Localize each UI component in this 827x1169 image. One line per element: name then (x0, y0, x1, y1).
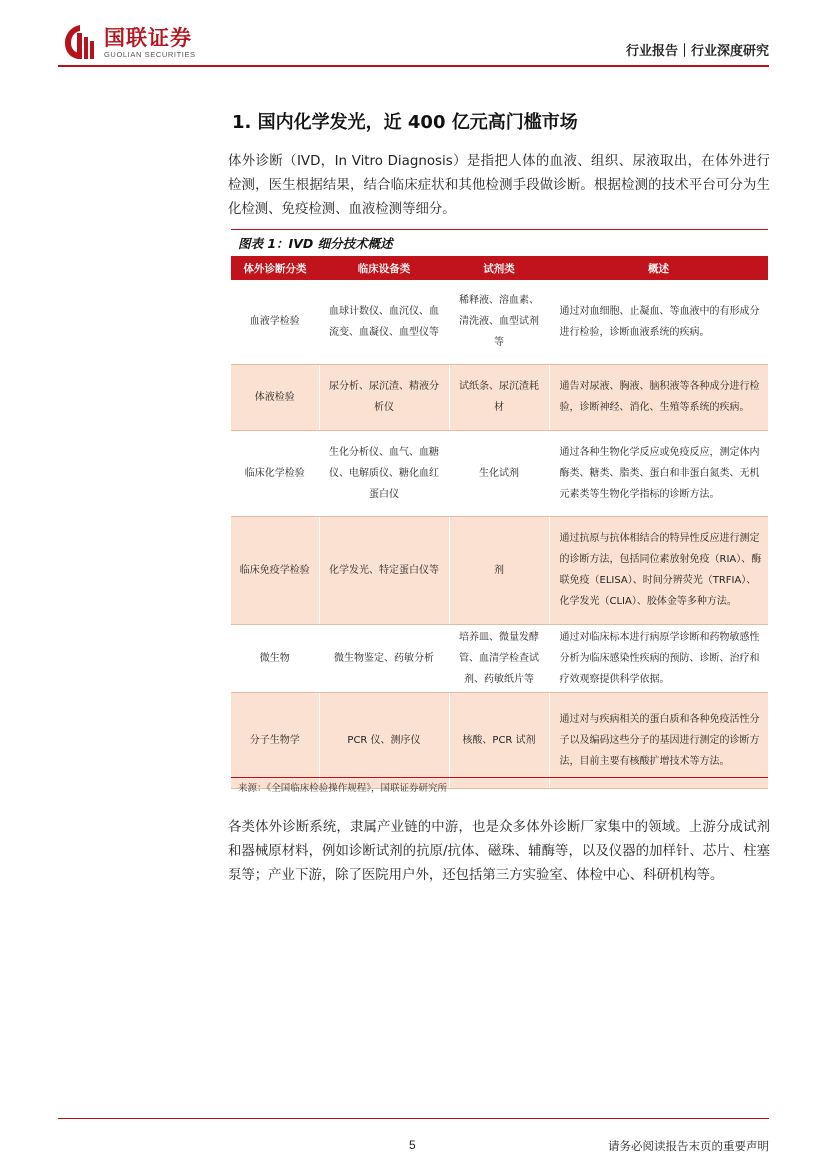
logo-emblem-icon (62, 23, 98, 61)
cell-overview: 通告对尿液、胸液、脑积液等各种成分进行检验，诊断神经、消化、生殖等系统的疾病。 (549, 364, 768, 430)
cell-equipment: 生化分析仪、血气、血糖仪、电解质仪、糖化血红蛋白仪 (319, 430, 449, 516)
column-header: 试剂类 (449, 256, 549, 280)
cell-category: 体液检验 (231, 364, 319, 430)
cell-reagent: 剂 (449, 516, 549, 624)
cell-equipment: 化学发光、特定蛋白仪等 (319, 516, 449, 624)
column-header: 体外诊断分类 (231, 256, 319, 280)
cell-reagent: 试纸条、尿沉渣耗材 (449, 364, 549, 430)
cell-overview: 通过对临床标本进行病原学诊断和药物敏感性分析为临床感染性疾病的预防、诊断、治疗和疗效观察提供科学依据。 (549, 624, 768, 692)
cell-overview: 通过各种生物化学反应或免疫反应，测定体内酶类、糖类、脂类、蛋白和非蛋白氮类、无机元素类等生物化学指标的诊断方法。 (549, 430, 768, 516)
cell-equipment: 血球计数仪、血沉仪、血流变、血凝仪、血型仪等 (319, 280, 449, 364)
header-divider (58, 65, 769, 67)
table-row (231, 364, 768, 430)
cell-reagent: 培养皿、微量发酵管、血清学检查试剂、药敏纸片等 (449, 624, 549, 692)
figure-caption: 图表 1：IVD 细分技术概述 (238, 236, 393, 251)
cell-equipment: 微生物鉴定、药敏分析 (319, 624, 449, 692)
cell-category: 临床免疫学检验 (231, 516, 319, 624)
table-row (231, 430, 768, 516)
page-number: 5 (409, 1138, 416, 1152)
cell-overview: 通过抗原与抗体相结合的特异性反应进行测定的诊断方法，包括同位素放射免疫（RIA）、酶联免疫（ELISA）、时间分辨荧光（TRFIA）、化学发光（CLIA）、胶体金等多种方法。 (549, 516, 768, 624)
report-type-label: 行业报告｜行业深度研究 (625, 44, 769, 59)
cell-reagent: 核酸、PCR 试剂 (449, 692, 549, 788)
ivd-table (231, 256, 768, 789)
cell-overview: 通过对血细胞、止凝血、等血液中的有形成分进行检验，诊断血液系统的疾病。 (549, 280, 768, 364)
disclaimer-note: 请务必阅读报告末页的重要声明 (608, 1139, 769, 1153)
table-row (231, 624, 768, 692)
column-header: 概述 (549, 256, 768, 280)
logo-name-en: GUOLIAN SECURITIES (104, 49, 196, 59)
footer-divider (58, 1118, 769, 1119)
cell-equipment: 尿分析、尿沉渣、精液分析仪 (319, 364, 449, 430)
intro-paragraph: 体外诊断（IVD，In Vitro Diagnosis）是指把人体的血液、组织、尿液取出，在体外进行检测，医生根据结果，结合临床症状和其他检测手段做诊断。根据检测的技术平台可分为生化检测、免疫检测、血液检测等细分。 (228, 154, 770, 217)
section-title: 1. 国内化学发光，近 400 亿元高门槛市场 (232, 112, 578, 133)
cell-reagent: 稀释液、溶血素、清洗液、血型试剂等 (449, 280, 549, 364)
figure-source: 来源：《全国临床检验操作规程》，国联证券研究所 (238, 783, 448, 794)
figure-bottom-rule (231, 777, 768, 778)
cell-category: 临床化学检验 (231, 430, 319, 516)
table-row (231, 692, 768, 788)
cell-overview: 通过对与疾病相关的蛋白质和各种免疫活性分子以及编码这些分子的基因进行测定的诊断方法，目前主要有核酸扩增技术等方法。 (549, 692, 768, 788)
cell-equipment: PCR 仪、测序仪 (319, 692, 449, 788)
industry-chain-paragraph: 各类体外诊断系统，隶属产业链的中游，也是众多体外诊断厂家集中的领域。上游分成试剂和器械原材料，例如诊断试剂的抗原/抗体、磁珠、辅酶等，以及仪器的加样针、芯片、柱塞泵等；产业下游，除了医院用户外，还包括第三方实验室、体检中心、科研机构等。 (228, 820, 770, 883)
column-header: 临床设备类 (319, 256, 449, 280)
cell-category: 微生物 (231, 624, 319, 692)
table-header-row (231, 256, 768, 280)
cell-category: 分子生物学 (231, 692, 319, 788)
table-row (231, 280, 768, 364)
logo-name-cn: 国联证券 (104, 25, 192, 50)
cell-category: 血液学检验 (231, 280, 319, 364)
cell-reagent: 生化试剂 (449, 430, 549, 516)
figure-top-rule (231, 229, 768, 230)
company-logo (62, 22, 196, 62)
table-row (231, 516, 768, 624)
